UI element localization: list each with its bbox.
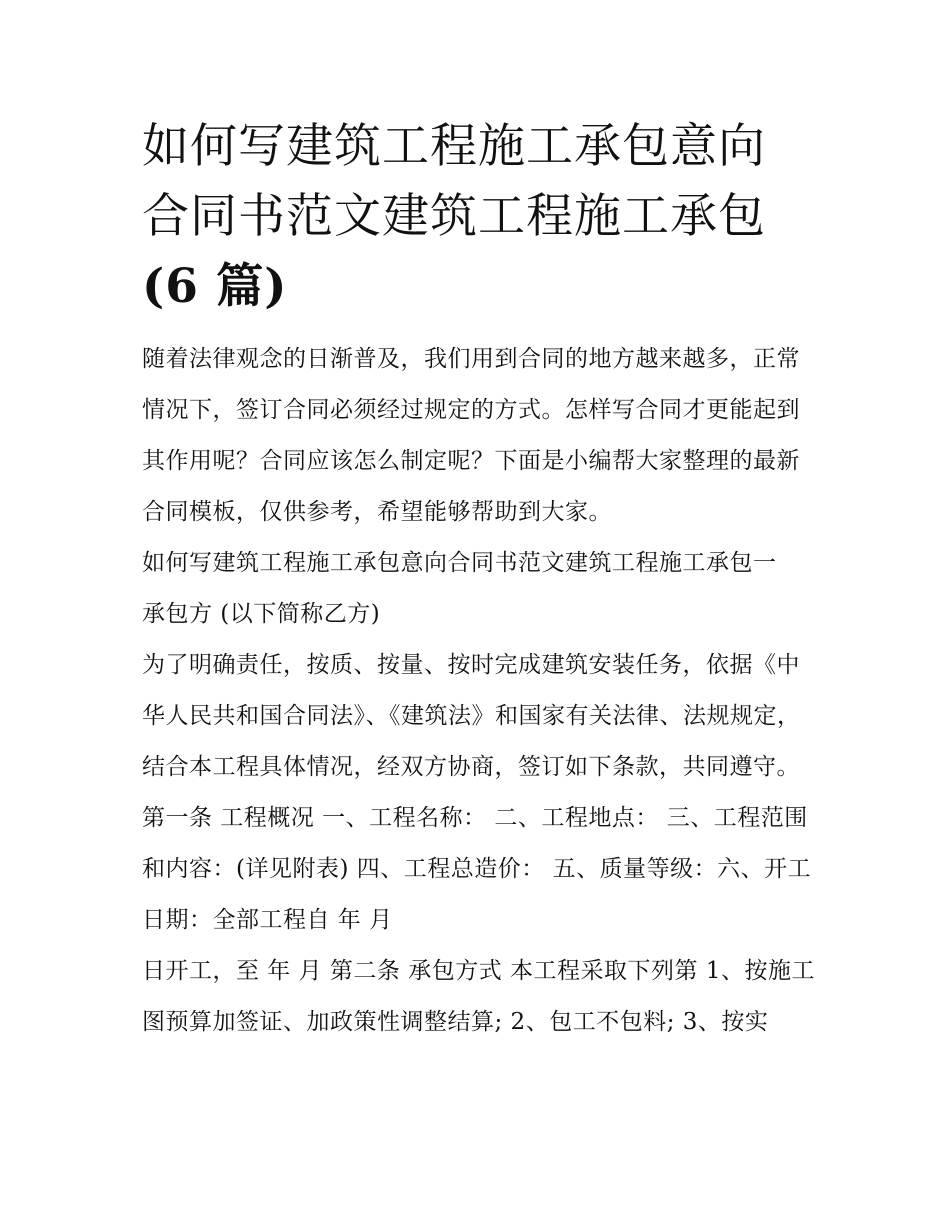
section-heading: 如何写建筑工程施工承包意向合同书范文建筑工程施工承包一 bbox=[142, 550, 777, 576]
title-line-3: (6 篇) bbox=[142, 259, 288, 314]
title-line-1: 如何写建筑工程施工承包意向 bbox=[142, 119, 766, 174]
document-page bbox=[142, 112, 822, 1048]
purpose-paragraph: 为了明确责任，按质、按量、按时完成建筑安装任务，依据《中华人民共和国合同法》、《建筑法》和国家有关法律、法规规定，结合本工程具体情况，经双方协商，签订如下条款，共同遵守。 bbox=[142, 652, 801, 780]
intro-paragraph: 随着法律观念的日渐普及，我们用到合同的地方越来越多，正常情况下，签订合同必须经过规定的方式。怎样写合同才更能起到其作用呢？合同应该怎么制定呢？下面是小编帮大家整理的最新合同模板，仅供参考，希望能够帮助到大家。 bbox=[142, 346, 800, 525]
contractor-line: 承包方 (以下简称乙方) bbox=[142, 601, 381, 627]
article-one-paragraph: 第一条 工程概况 一、工程名称： 二、工程地点： 三、工程范围和内容：(详见附表) 四、工程总造价： 五、质量等级：六、开工日期：全部工程自 年 月 bbox=[142, 805, 812, 933]
document-title bbox=[142, 112, 822, 322]
title-line-2: 合同书范文建筑工程施工承包 bbox=[142, 189, 766, 244]
article-two-paragraph: 日开工，至 年 月 第二条 承包方式 本工程采取下列第 1、按施工图预算加签证、加政策性调整结算; 2、包工不包料; 3、按实 bbox=[142, 958, 815, 1035]
